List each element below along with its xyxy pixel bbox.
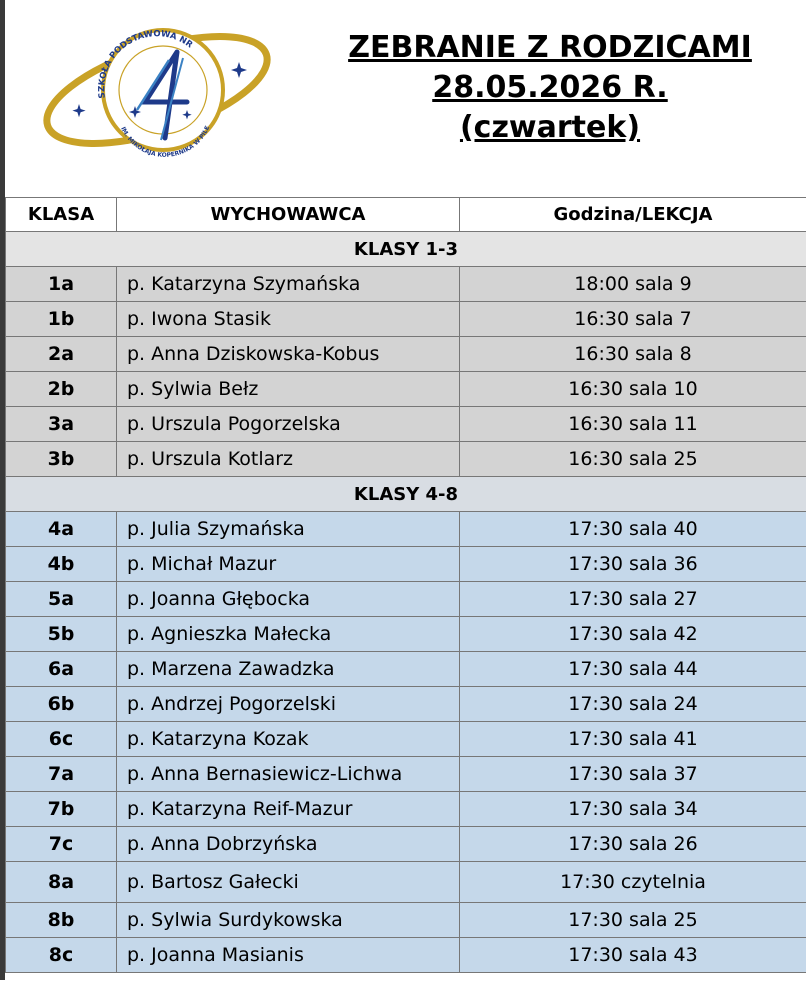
teacher-cell: p. Michał Mazur	[117, 547, 460, 582]
time-cell: 17:30 sala 24	[460, 687, 806, 722]
header-godzina: Godzina/LEKCJA	[460, 198, 806, 232]
table-header-row	[6, 198, 806, 232]
class-cell: 1b	[6, 302, 117, 337]
table-row	[6, 302, 806, 337]
table-row	[6, 938, 806, 973]
teacher-cell: p. Joanna Głębocka	[117, 582, 460, 617]
time-cell: 17:30 sala 43	[460, 938, 806, 973]
teacher-cell: p. Katarzyna Szymańska	[117, 267, 460, 302]
teacher-cell: p. Andrzej Pogorzelski	[117, 687, 460, 722]
class-cell: 6c	[6, 722, 117, 757]
time-cell: 16:30 sala 8	[460, 337, 806, 372]
class-cell: 5b	[6, 617, 117, 652]
class-cell: 3a	[6, 407, 117, 442]
table-row	[6, 617, 806, 652]
page-title	[285, 28, 806, 148]
table-row	[6, 652, 806, 687]
teacher-cell: p. Urszula Kotlarz	[117, 442, 460, 477]
time-cell: 18:00 sala 9	[460, 267, 806, 302]
time-cell: 17:30 sala 25	[460, 903, 806, 938]
teacher-cell: p. Urszula Pogorzelska	[117, 407, 460, 442]
teacher-cell: p. Anna Dobrzyńska	[117, 827, 460, 862]
time-cell: 17:30 sala 26	[460, 827, 806, 862]
school-logo	[37, 20, 277, 160]
title-line-2: 28.05.2026 R.	[285, 68, 806, 108]
teacher-cell: p. Iwona Stasik	[117, 302, 460, 337]
time-cell: 17:30 sala 41	[460, 722, 806, 757]
table-row	[6, 687, 806, 722]
table-row	[6, 512, 806, 547]
table-row	[6, 792, 806, 827]
spacer-cell	[6, 973, 806, 985]
time-cell: 17:30 sala 40	[460, 512, 806, 547]
class-cell: 4b	[6, 547, 117, 582]
title-line-1: ZEBRANIE Z RODZICAMI	[285, 28, 806, 68]
time-cell: 17:30 sala 27	[460, 582, 806, 617]
meetings-table	[5, 197, 806, 985]
teacher-cell: p. Agnieszka Małecka	[117, 617, 460, 652]
class-cell: 1a	[6, 267, 117, 302]
class-cell: 8a	[6, 862, 117, 903]
section-label: KLASY 1-3	[6, 232, 806, 267]
table-row	[6, 862, 806, 903]
table-row	[6, 442, 806, 477]
time-cell: 16:30 sala 11	[460, 407, 806, 442]
class-cell: 7a	[6, 757, 117, 792]
time-cell: 17:30 czytelnia	[460, 862, 806, 903]
teacher-cell: p. Joanna Masianis	[117, 938, 460, 973]
class-cell: 7b	[6, 792, 117, 827]
time-cell: 17:30 sala 34	[460, 792, 806, 827]
teacher-cell: p. Bartosz Gałecki	[117, 862, 460, 903]
class-cell: 5a	[6, 582, 117, 617]
section-label: KLASY 4-8	[6, 477, 806, 512]
teacher-cell: p. Marzena Zawadzka	[117, 652, 460, 687]
document-header	[5, 0, 806, 197]
class-cell: 8c	[6, 938, 117, 973]
table-row	[6, 827, 806, 862]
class-cell: 4a	[6, 512, 117, 547]
time-cell: 16:30 sala 7	[460, 302, 806, 337]
teacher-cell: p. Sylwia Surdykowska	[117, 903, 460, 938]
time-cell: 17:30 sala 37	[460, 757, 806, 792]
logo-text-bottom: IM. MIKOŁAJA KOPERNIKA W PILE	[119, 125, 211, 159]
class-cell: 6a	[6, 652, 117, 687]
section-row-grades-1-3	[6, 232, 806, 267]
table-row	[6, 722, 806, 757]
section-row-grades-4-8	[6, 477, 806, 512]
logo-text-top: SZKOŁA PODSTAWOWA NR	[97, 29, 194, 99]
class-cell: 2b	[6, 372, 117, 407]
teacher-cell: p. Anna Dziskowska-Kobus	[117, 337, 460, 372]
time-cell: 16:30 sala 10	[460, 372, 806, 407]
teacher-cell: p. Katarzyna Reif-Mazur	[117, 792, 460, 827]
table-bottom-spacer	[6, 973, 806, 985]
table-row	[6, 337, 806, 372]
teacher-cell: p. Julia Szymańska	[117, 512, 460, 547]
class-cell: 3b	[6, 442, 117, 477]
table-row	[6, 267, 806, 302]
title-line-3: (czwartek)	[285, 108, 806, 148]
header-wychowawca: WYCHOWAWCA	[117, 198, 460, 232]
teacher-cell: p. Sylwia Bełz	[117, 372, 460, 407]
table-row	[6, 582, 806, 617]
table-row	[6, 407, 806, 442]
teacher-cell: p. Anna Bernasiewicz-Lichwa	[117, 757, 460, 792]
header-klasa: KLASA	[6, 198, 117, 232]
class-cell: 8b	[6, 903, 117, 938]
table-row	[6, 547, 806, 582]
class-cell: 6b	[6, 687, 117, 722]
time-cell: 17:30 sala 36	[460, 547, 806, 582]
class-cell: 7c	[6, 827, 117, 862]
time-cell: 17:30 sala 42	[460, 617, 806, 652]
table-row	[6, 757, 806, 792]
teacher-cell: p. Katarzyna Kozak	[117, 722, 460, 757]
table-row	[6, 372, 806, 407]
time-cell: 16:30 sala 25	[460, 442, 806, 477]
class-cell: 2a	[6, 337, 117, 372]
time-cell: 17:30 sala 44	[460, 652, 806, 687]
table-row	[6, 903, 806, 938]
